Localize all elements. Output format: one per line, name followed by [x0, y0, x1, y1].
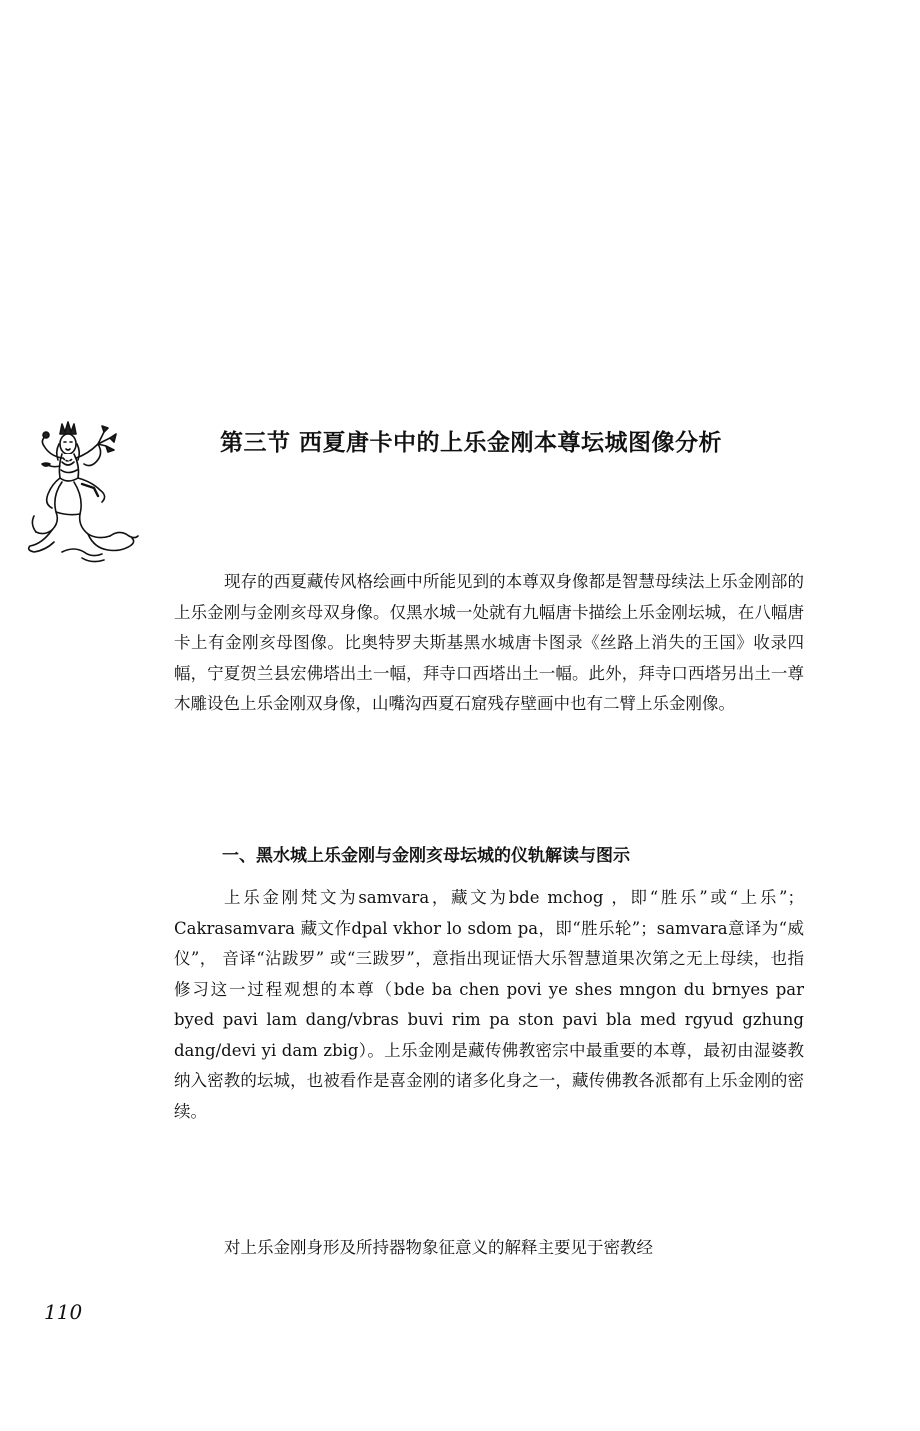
subsection-heading: 一、黑水城上乐金刚与金刚亥母坛城的仪轨解读与图示 [222, 846, 630, 866]
body-paragraph-1: 现存的西夏藏传风格绘画中所能见到的本尊双身像都是智慧母续法上乐金刚部的上乐金刚与金刚亥母双身像。仅黑水城一处就有九幅唐卡描绘上乐金刚坛城，在八幅唐卡上有金刚亥母图像。比奥特罗夫斯基黑水城唐卡图录《丝路上消失的王国》收录四幅，宁夏贺兰县宏佛塔出土一幅，拜寺口西塔出土一幅。此外，拜寺口西塔另出土一尊木雕设色上乐金刚双身像，山嘴沟西夏石窟残存壁画中也有二臂上乐金刚像。 [174, 572, 804, 713]
dancing-deity-icon [22, 418, 140, 568]
body-paragraph-2: 上乐金刚梵文为samvara，藏文为bde mchog ，即“胜乐”或“上乐”；Cakrasamvara 藏文作dpal vkhor lo sdom pa，即“胜乐轮”；samvara意译为“威仪”， 音译“沾跋罗” 或“三跋罗”，意指出现证悟大乐智慧道果次第之无上母续，也指修习这一过程观想的本尊（bde ba chen povi ye shes mngon du brnyes par byed pavi lam dang/vbras buvi rim pa ston pavi bla med rgyud gzhung dang/devi yi dam zbig）。上乐金刚是藏传佛教密宗中最重要的本尊，最初由湿婆教纳入密教的坛城，也被看作是喜金刚的诸多化身之一，藏传佛教各派都有上乐金刚的密续。 [174, 888, 804, 1121]
page-number: 110 [44, 1300, 83, 1324]
body-paragraph-3: 对上乐金刚身形及所持器物象征意义的解释主要见于密教经 [224, 1238, 653, 1257]
section-title: 第三节 西夏唐卡中的上乐金刚本尊坛城图像分析 [220, 429, 723, 456]
